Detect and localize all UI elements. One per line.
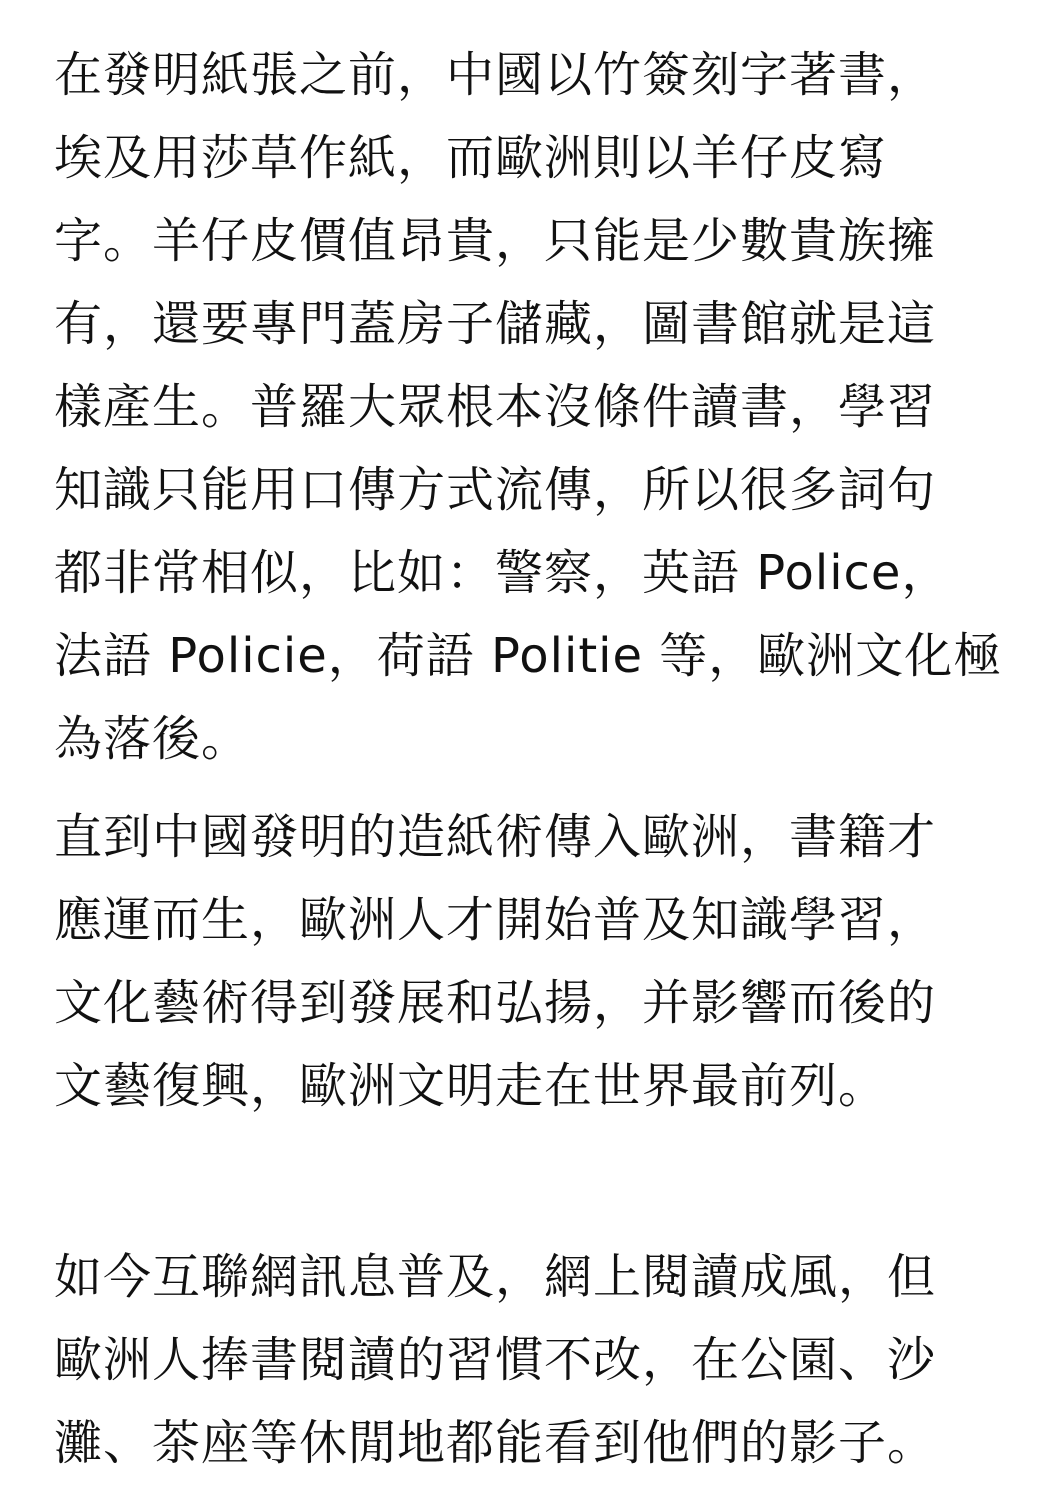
text-line: 文藝復興，歐洲文明走在世界最前列。	[54, 1058, 888, 1114]
text-line: 樣產生。普羅大眾根本沒條件讀書，學習	[54, 379, 937, 435]
paragraph-papermaking-europe	[54, 796, 936, 1128]
text-line: 字。羊仔皮價值昂貴，只能是少數貴族擁	[54, 213, 937, 269]
text-line: 直到中國發明的造紙術傳入歐洲，書籍才	[54, 809, 937, 865]
text-line: 都非常相似，比如：警察，英語 Police，	[54, 545, 951, 601]
text-line: 文化藝術得到發展和弘揚，并影響而後的	[54, 975, 937, 1031]
paragraph-reading-habits	[54, 1236, 936, 1485]
text-line: 埃及用莎草作紙，而歐洲則以羊仔皮寫	[54, 130, 888, 186]
paragraph-paper-history	[54, 34, 1002, 781]
text-line: 法語 Policie，荷語 Politie 等，歐洲文化極	[54, 628, 1003, 684]
text-line: 應運而生，歐洲人才開始普及知識學習，	[54, 892, 937, 948]
text-line: 如今互聯網訊息普及，網上閱讀成風，但	[54, 1249, 937, 1305]
text-line: 歐洲人捧書閱讀的習慣不改，在公園、沙	[54, 1332, 937, 1388]
text-line: 在發明紙張之前，中國以竹簽刻字著書，	[54, 47, 937, 103]
text-line: 灘、茶座等休閒地都能看到他們的影子。	[54, 1415, 937, 1471]
text-line: 知識只能用口傳方式流傳，所以很多詞句	[54, 462, 937, 518]
text-line: 有，還要專門蓋房子儲藏，圖書館就是這	[54, 296, 937, 352]
text-line: 為落後。	[54, 711, 251, 767]
